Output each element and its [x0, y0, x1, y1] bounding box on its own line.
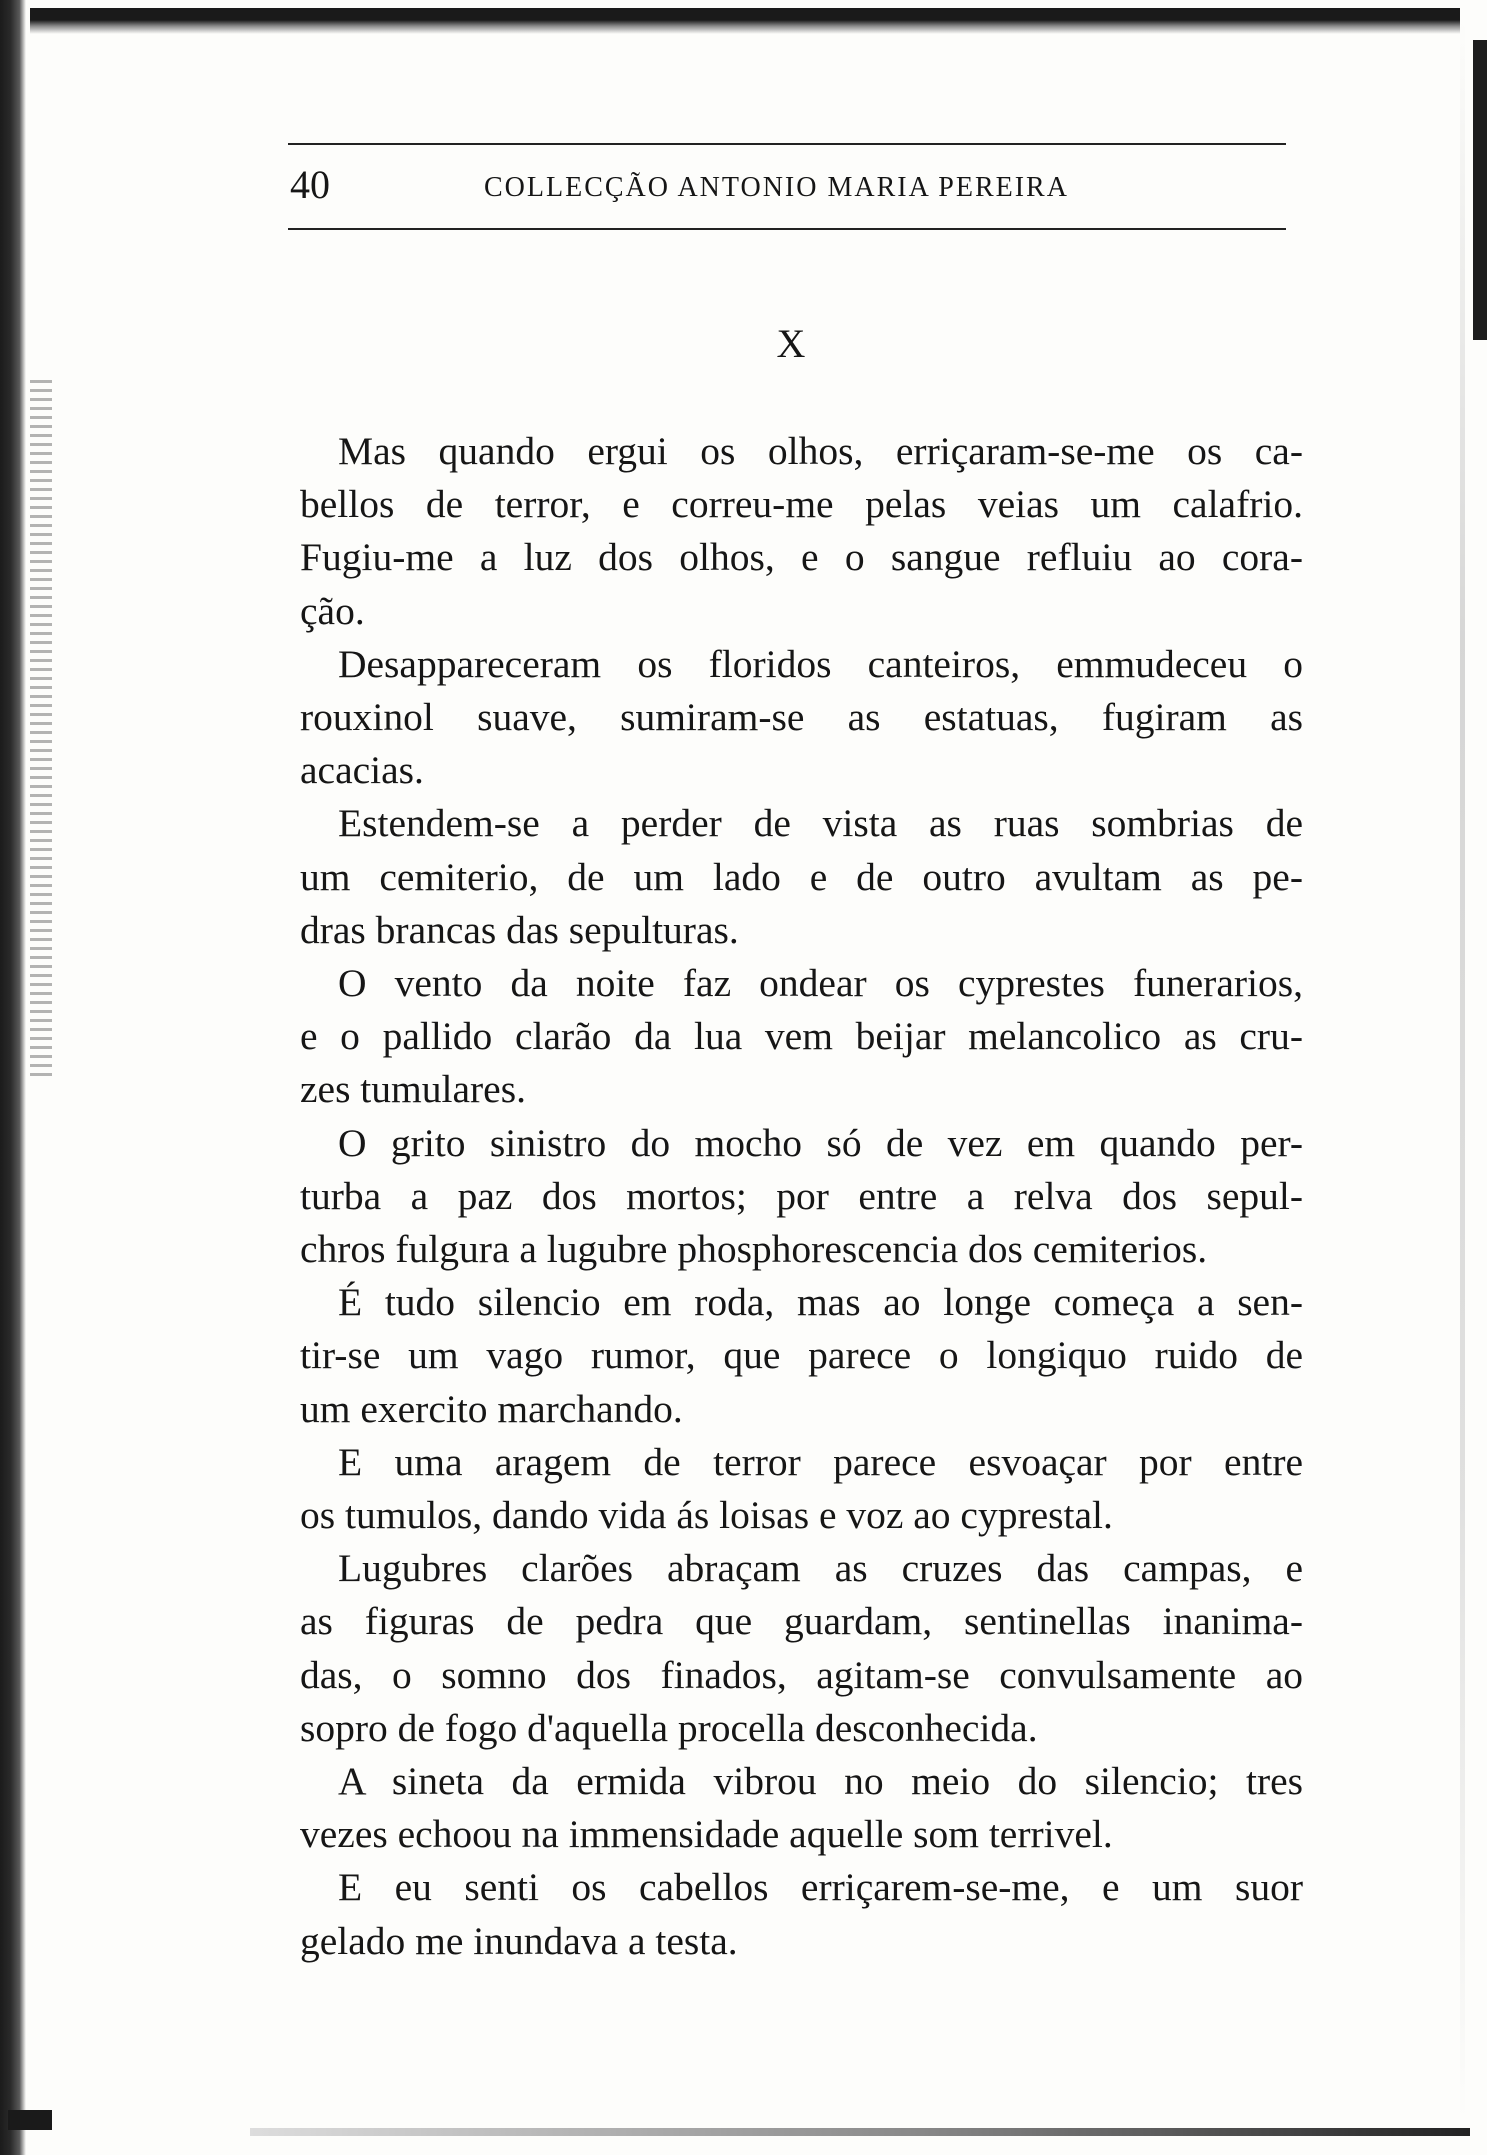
- paragraph: [300, 1755, 1303, 1861]
- paragraph: [300, 1861, 1303, 1967]
- paragraph: [300, 797, 1303, 957]
- running-title: COLLECÇÃO ANTONIO MARIA PEREIRA: [484, 172, 1069, 203]
- text-line: zes tumulares.: [300, 1067, 526, 1112]
- text-line: Desappareceram os floridos canteiros, emmudeceu o: [338, 641, 1303, 686]
- paragraph: [300, 1542, 1303, 1755]
- bottom-scan-border: [250, 2128, 1470, 2136]
- text-line: um cemiterio, de um lado e de outro avultam as pe-: [300, 854, 1303, 899]
- text-line: Lugubres clarões abraçam as cruzes das campas, e: [338, 1546, 1303, 1591]
- text-line: vezes echoou na immensidade aquelle som terrivel.: [300, 1812, 1113, 1857]
- corner-scan-mark: [8, 2110, 52, 2130]
- text-line: dras brancas das sepulturas.: [300, 907, 739, 952]
- text-line: É tudo silencio em roda, mas ao longe começa a sen-: [338, 1280, 1303, 1325]
- text-line: e o pallido clarão da lua vem beijar melancolico as cru-: [300, 1014, 1303, 1059]
- paragraph: [300, 1117, 1303, 1277]
- text-line: das, o somno dos finados, agitam-se convulsamente ao: [300, 1652, 1303, 1697]
- text-line: O vento da noite faz ondear os cyprestes funerarios,: [338, 961, 1303, 1006]
- text-line: tir-se um vago rumor, que parece o longiquo ruido de: [300, 1333, 1303, 1378]
- text-line: rouxinol suave, sumiram-se as estatuas, fugiram as: [300, 695, 1303, 740]
- paragraph: [300, 1436, 1303, 1542]
- top-scan-border: [30, 8, 1460, 34]
- text-line: gelado me inundava a testa.: [300, 1918, 738, 1963]
- text-line: E uma aragem de terror parece esvoaçar por entre: [338, 1439, 1303, 1484]
- text-line: ção.: [300, 588, 365, 633]
- chapter-heading: X: [776, 321, 806, 366]
- text-line: as figuras de pedra que guardam, sentinellas inanima-: [300, 1599, 1303, 1644]
- text-line: Estendem-se a perder de vista as ruas sombrias de: [338, 801, 1303, 846]
- page-number: 40: [290, 162, 330, 207]
- text-line: sopro de fogo d'aquella procella desconhecida.: [300, 1705, 1038, 1750]
- text-line: Fugiu-me a luz dos olhos, e o sangue refluiu ao cora-: [300, 535, 1303, 580]
- header-rule-bottom: [288, 228, 1286, 230]
- text-line: acacias.: [300, 748, 424, 793]
- scan-speckle: [30, 380, 52, 1080]
- paragraph: [300, 1276, 1303, 1436]
- text-line: Mas quando ergui os olhos, erriçaram-se-me os ca-: [338, 429, 1303, 473]
- paragraph: [300, 425, 1303, 638]
- paragraph: [300, 957, 1303, 1117]
- text-line: turba a paz dos mortos; por entre a relva dos sepul-: [300, 1173, 1303, 1218]
- text-line: bellos de terror, e correu-me pelas veias um calafrio.: [300, 482, 1303, 527]
- text-line: os tumulos, dando vida ás loisas e voz ao cyprestal.: [300, 1493, 1113, 1538]
- paragraph: [300, 638, 1303, 798]
- text-line: O grito sinistro do mocho só de vez em quando per-: [338, 1120, 1303, 1165]
- text-line: A sineta da ermida vibrou no meio do silencio; tres: [338, 1759, 1303, 1804]
- text-line: E eu senti os cabellos erriçarem-se-me, e um suor: [338, 1865, 1303, 1910]
- right-edge-mark: [1473, 40, 1487, 340]
- text-line: chros fulgura a lugubre phosphorescencia dos cemiterios.: [300, 1227, 1208, 1272]
- body-text: [300, 425, 1303, 1968]
- text-line: um exercito marchando.: [300, 1386, 683, 1431]
- header-rule-top: [288, 143, 1286, 145]
